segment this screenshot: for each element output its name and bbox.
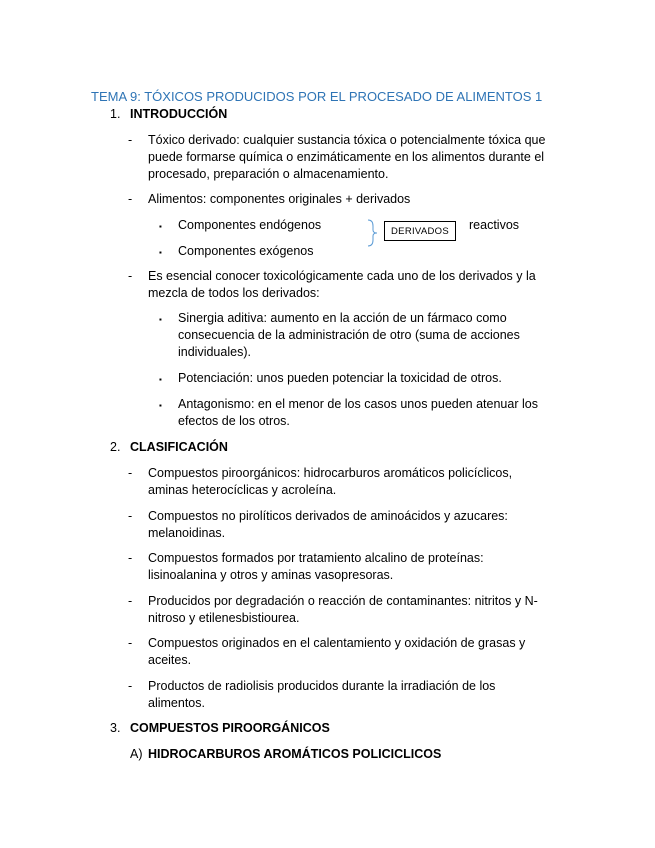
list-item: Sinergia aditiva: aumento en la acción de un fármaco como consecuencia de la administración de otro (suma de acciones individuales). (178, 311, 520, 359)
dash-bullet: - (128, 679, 133, 693)
reactivos-label: reactivos (469, 218, 520, 232)
list-item: Producidos por degradación o reacción de contaminantes: nitritos y N-nitroso y etilenesbistiourea. (148, 594, 538, 625)
dash-bullet: - (128, 192, 133, 206)
square-bullet: ▪ (159, 222, 162, 231)
list-item: Componentes endógenos (178, 218, 322, 232)
page-title: TEMA 9: TÓXICOS PRODUCIDOS POR EL PROCESADO DE ALIMENTOS 1 (91, 89, 543, 104)
subsection-label: A) (130, 747, 143, 761)
list-item: Compuestos piroorgánicos: hidrocarburos aromáticos policíclicos, aminas heterocíclicas y acroleína. (148, 466, 513, 497)
list-item: Productos de radiolisis producidos durante la irradiación de los alimentos. (148, 679, 496, 710)
list-item: Compuestos formados por tratamiento alcalino de proteínas: lisinoalanina y otros y aminas vasopresoras. (148, 551, 484, 582)
square-bullet: ▪ (159, 401, 162, 410)
square-bullet: ▪ (159, 315, 162, 324)
dash-bullet: - (128, 133, 133, 147)
list-item: Potenciación: unos pueden potenciar la toxicidad de otros. (178, 371, 502, 385)
dash-bullet: - (128, 594, 133, 608)
square-bullet: ▪ (159, 248, 162, 257)
section-number: 3. (110, 721, 121, 735)
section-heading-clasificacion: CLASIFICACIÓN (130, 440, 228, 454)
section-number: 2. (110, 440, 121, 454)
dash-bullet: - (128, 551, 133, 565)
section-heading-introduccion: INTRODUCCIÓN (130, 107, 228, 121)
square-bullet: ▪ (159, 375, 162, 384)
section-number: 1. (110, 107, 121, 121)
brace-icon (366, 219, 380, 247)
dash-bullet: - (128, 509, 133, 523)
list-item: Compuestos no pirolíticos derivados de aminoácidos y azucares: melanoidinas. (148, 509, 508, 540)
subsection-heading: HIDROCARBUROS AROMÁTICOS POLICICLICOS (148, 747, 442, 761)
section-heading-piroorganicos: COMPUESTOS PIROORGÁNICOS (130, 721, 330, 735)
derivados-box: DERIVADOS (384, 221, 456, 241)
dash-bullet: - (128, 636, 133, 650)
list-item: Alimentos: componentes originales + derivados (148, 192, 411, 206)
list-item: Es esencial conocer toxicológicamente cada uno de los derivados y la mezcla de todos los derivados: (148, 269, 536, 300)
list-item: Compuestos originados en el calentamiento y oxidación de grasas y aceites. (148, 636, 526, 667)
dash-bullet: - (128, 466, 133, 480)
list-item: Componentes exógenos (178, 244, 314, 258)
dash-bullet: - (128, 269, 133, 283)
list-item: Antagonismo: en el menor de los casos unos pueden atenuar los efectos de los otros. (178, 397, 538, 428)
list-item: Tóxico derivado: cualquier sustancia tóxica o potencialmente tóxica que puede formarse química o enzimáticamente en los alimentos durante el procesado, preparación o almacenamiento. (148, 133, 546, 181)
